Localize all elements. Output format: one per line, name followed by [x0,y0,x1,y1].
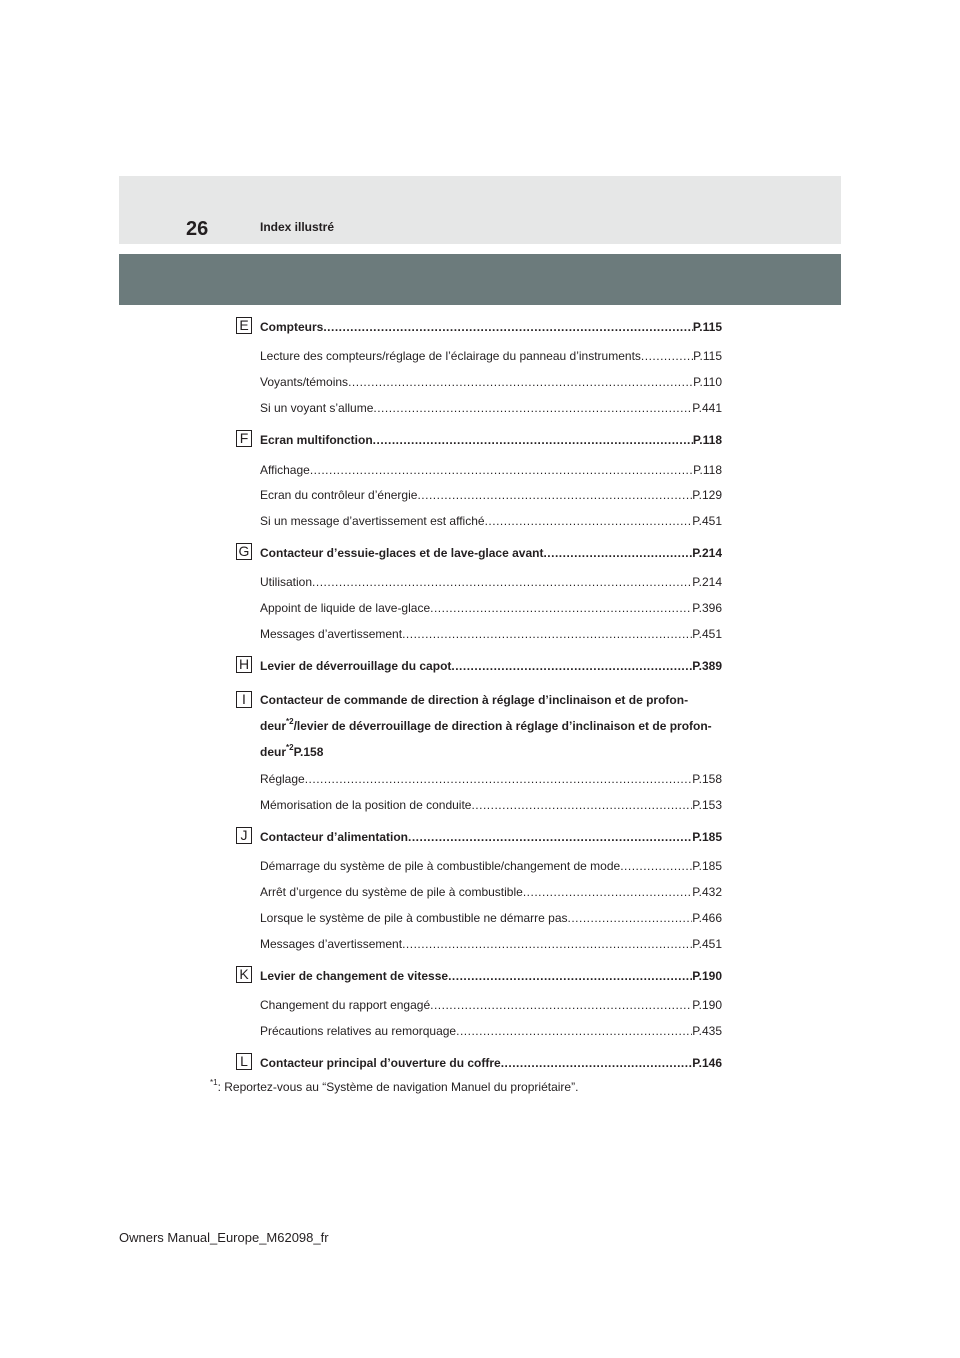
section-letter-i: I [236,691,252,708]
index-subentry[interactable]: Si un message d’avertissement est affiché ..... P.451 [260,513,722,529]
entry-title: Compteurs [260,320,324,334]
document-footer: Owners Manual_Europe_M62098_fr [119,1230,329,1245]
footnote: $^{*1}$: Reportez-vous au “Système de navigation Manuel du propriétaire”. [210,1078,579,1094]
index-entry-coffre[interactable]: Contacteur principal d’ouverture du coffre ..... P.146 [260,1055,722,1071]
index-subentry[interactable]: Affichage ..... P.118 [260,462,722,478]
index-subentry[interactable]: Arrêt d’urgence du système de pile à combustible ..... P.432 [260,884,722,900]
index-subentry[interactable]: Démarrage du système de pile à combustible/changement de mode ..... P.185 [260,858,722,874]
index-subentry[interactable]: Précautions relatives au remorquage ..... P.435 [260,1023,722,1039]
index-subentry[interactable]: Mémorisation de la position de conduite ..... P.153 [260,797,722,813]
index-subentry[interactable]: Ecran du contrôleur d’énergie ..... P.129 [260,487,722,503]
index-subentry[interactable]: Voyants/témoins ..... P.110 [260,374,722,390]
index-subentry[interactable]: Si un voyant s’allume ..... P.441 [260,400,722,416]
page-number: 26 [186,218,209,240]
index-subentry[interactable]: Messages d’avertissement ..... P.451 [260,626,722,642]
section-letter-f: F [236,430,252,447]
index-entry-vitesse[interactable]: Levier de changement de vitesse ..... P.190 [260,968,722,984]
index-subentry[interactable]: Changement du rapport engagé ..... P.190 [260,997,722,1013]
index-entry-direction[interactable]: Contacteur de commande de direction à réglage d’inclinaison et de profon- deur$^{*2}$/levier de déverrouillage de direction à réglage d’inclinaison et de profon- deur$^{*2}$P.158 [260,693,712,759]
section-letter-e: E [236,317,252,334]
index-subentry[interactable]: Lecture des compteurs/réglage de l’éclairage du panneau d’instruments ..... P.115 [260,348,722,364]
index-subentry[interactable]: Lorsque le système de pile à combustible ne démarre pas ..... P.466 [260,910,722,926]
index-entry-essuie-glaces[interactable]: Contacteur d’essuie-glaces et de lave-glace avant ..... P.214 [260,545,722,561]
index-entry-capot[interactable]: Levier de déverrouillage du capot ..... P.389 [260,658,722,674]
entry-page: P.158 [293,745,324,759]
section-letter-j: J [236,827,252,844]
section-letter-l: L [236,1053,252,1070]
header-band [119,176,841,244]
title-band [119,254,841,305]
index-entry-ecran-multifonction[interactable]: Ecran multifonction ..... P.118 [260,432,722,448]
index-subentry[interactable]: Utilisation ..... P.214 [260,574,722,590]
section-letter-h: H [236,656,252,673]
section-letter-g: G [236,543,252,560]
index-subentry[interactable]: Messages d’avertissement ..... P.451 [260,936,722,952]
entry-page: P.115 [692,320,722,334]
section-letter-k: K [236,966,252,983]
index-subentry[interactable]: Appoint de liquide de lave-glace ..... P.396 [260,600,722,616]
index-entry-alimentation[interactable]: Contacteur d’alimentation ..... P.185 [260,829,722,845]
section-title: Index illustré [260,220,335,234]
index-subentry[interactable]: Réglage ..... P.158 [260,771,722,787]
index-entry-compteurs[interactable] [260,319,722,335]
